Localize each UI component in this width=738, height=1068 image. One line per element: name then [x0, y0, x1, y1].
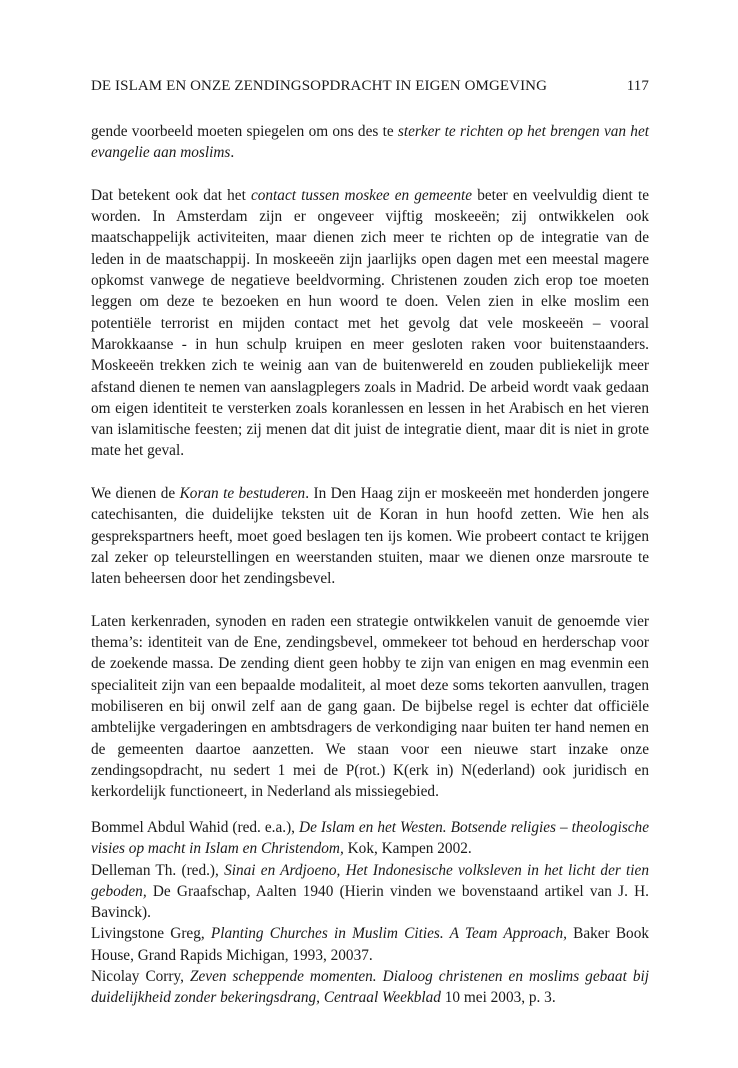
reference-author: Delleman Th. (red.),: [91, 861, 225, 879]
reference-author: Nicolay Corry,: [91, 968, 190, 986]
paragraph-2-emphasis: contact tussen moskee en gemeente: [250, 186, 473, 204]
reference-details: 10 mei 2003, p. 3.: [440, 989, 556, 1007]
reference-title: Planting Churches in Muslim Cities. A Team Approach,: [210, 925, 567, 943]
paragraph-1-text-a: gende voorbeeld moeten spiegelen om ons des te: [91, 123, 398, 140]
paragraph-1-emphasis: sterker te richten op het brengen van het evangelie aan moslims: [91, 123, 649, 162]
reference-item: [91, 923, 649, 966]
reference-details: Baker Book House, Grand Rapids Michigan, 1993, 20037.: [91, 925, 649, 964]
body-text: [91, 121, 649, 824]
paragraph-2-text-c: beter en veelvuldig dient te worden. In Amsterdam zijn er ongeveer vijftig moskeeën; zij ontwikkelen ook maatschappelijk activiteiten, maar dienen zich meer te richten op de integratie van de leden in de maatschappij. In moskeeën zijn jaarlijks open dagen met een meestal magere opkomst vanwege de negatieve beeldvorming. Christenen zouden zich erop toe moeten leggen om deze te bezoeken en hun woord te doen. Velen zien in elke moslim een potentiële terrorist en mijden contact met het gevolg dat vele moskeeën – vooral Marokkaanse - in hun schulp kruipen en meer gesloten raken voor buitenstaanders. Moskeeën trekken zich te weinig aan van de buitenwereld en zouden publiekelijk meer afstand dienen te nemen van aanslagplegers zoals in Madrid. De arbeid wordt vaak gedaan om eigen identiteit te versterken zoals koranlessen en lessen in het Arabisch en het vieren van islamitische feesten; zij menen dat dit juist de integratie dient, maar dit is niet in grote mate het geval.: [91, 186, 649, 460]
paragraph-2: [91, 185, 649, 462]
reference-title: De Islam en het Westen. Botsende religies – theologische visies op macht in Islam en Christendom,: [91, 819, 649, 858]
reference-title: Sinai en Ardjoeno, Het Indonesische volksleven in het licht der tien geboden,: [91, 861, 649, 900]
paragraph-4: Laten kerkenraden, synoden en raden een strategie ontwikkelen vanuit de genoemde vier thema’s: identiteit van de Ene, zendingsbevel, ommekeer tot behoud en herderschap voor de zoekende massa. De zending dient geen hobby te zijn van enigen en mag evenmin een specialiteit zijn van een bepaalde modaliteit, al moet deze soms tekorten aanvullen, tragen mobiliseren en bij onwil zelf aan de gang gaan. De bijbelse regel is echter dat officiële ambtelijke vergaderingen en ambtsdragers de verkondiging naar buiten ter hand nemen en de gemeenten daartoe aanzetten. We staan voor een nieuwe start inzake onze zendingsopdracht, nu sedert 1 mei de P(rot.) K(erk in) N(ederland) ook juridisch en kerkordelijk functioneert, in Nederland als missiegebied.: [91, 612, 649, 801]
reference-list: [91, 817, 649, 1009]
reference-author: Bommel Abdul Wahid (red. e.a.),: [91, 819, 300, 836]
reference-author: Livingstone Greg,: [91, 925, 211, 943]
paragraph-3-emphasis: Koran te bestuderen: [179, 485, 306, 503]
reference-item: [91, 817, 649, 860]
paragraph-1-text-c: .: [230, 144, 235, 162]
reference-details: De Graafschap, Aalten 1940 (Hierin vinden we bovenstaand artikel van J. H. Bavinck).: [91, 882, 649, 922]
reference-details: Kok, Kampen 2002.: [343, 840, 472, 858]
reference-item: [91, 860, 649, 924]
page-number: 117: [626, 78, 649, 94]
reference-title: Zeven scheppende momenten. Dialoog christenen en moslims gebaat bij duidelijkheid zonder bekeringsdrang, Centraal Weekblad: [91, 968, 649, 1007]
paragraph-3: [91, 483, 649, 589]
paragraph-1: [91, 121, 649, 164]
running-title: DE ISLAM EN ONZE ZENDINGSOPDRACHT IN EIGEN OMGEVING: [91, 78, 548, 94]
paragraph-3-text-c: . In Den Haag zijn er moskeeën met honderden jongere catechisanten, die duidelijke teksten uit de Koran in hun hoofd zetten. Wie hen als gesprekspartners heeft, moet goed beslagen ten ijs komen. Wie probeert contact te krijgen zal zeker op teleurstellingen en weerstanden stuiten, maar we dienen onze marsroute te laten beheersen door het zendingsbevel.: [91, 485, 649, 588]
running-header: [91, 78, 649, 95]
paragraph-3-text-a: We dienen de: [91, 485, 180, 503]
reference-item: [91, 966, 649, 1009]
paragraph-2-text-a: Dat betekent ook dat het: [91, 186, 251, 204]
